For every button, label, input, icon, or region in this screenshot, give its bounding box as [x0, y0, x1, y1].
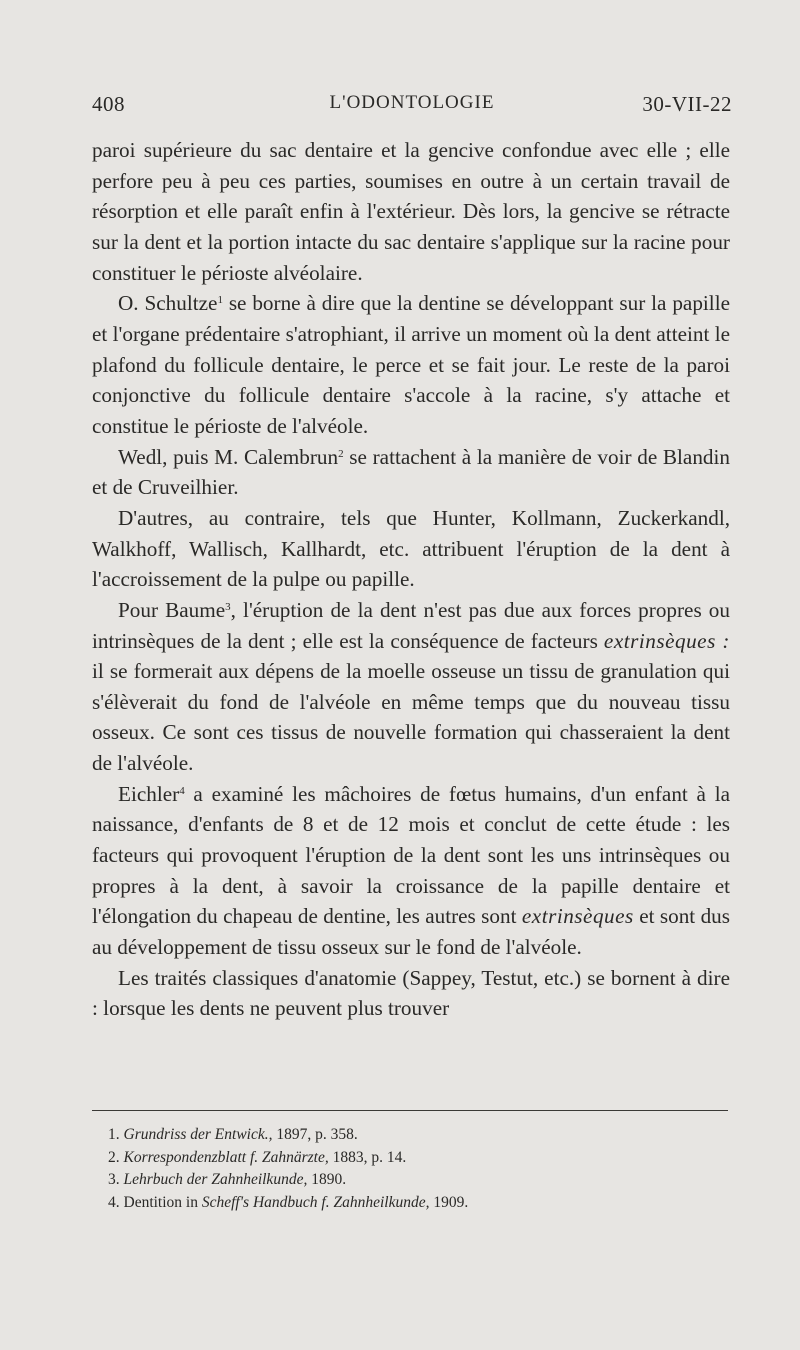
paragraph — [92, 503, 730, 595]
footnote-ref: 2 — [338, 447, 344, 460]
footnote-text: 1897, p. 358. — [272, 1126, 358, 1143]
journal-title: L'ODONTOLOGIE — [329, 92, 495, 113]
footnote-title: Korrespondenzblatt f. Zahnärzte, — [123, 1148, 329, 1166]
paragraph — [92, 442, 730, 503]
footnote-ref: 3 — [225, 600, 231, 613]
footnote — [108, 1169, 708, 1192]
paragraph — [92, 963, 730, 1024]
paragraph-text: et sont dus au développement de tissu osseux sur le fond de l'alvéole. — [92, 904, 731, 960]
footnotes — [108, 1124, 708, 1214]
emphasis-text: extrinsèques : — [603, 628, 730, 653]
paragraph-text: Eichler — [118, 781, 180, 806]
paragraph-text: se rattachent à la manière de voir de Blandin et de Cruveilhier. — [92, 444, 730, 500]
footnote-ref: 1 — [217, 294, 223, 307]
footnote-number: 4. — [108, 1193, 120, 1211]
paragraph-text: il se formerait aux dépens de la moelle osseuse un tissu de granulation qui s'élèverait du fond de l'alvéole en même temps que du nouveau tissu osseux. Ce sont ces tissus de nouvelle formation qui chasseraient la dent de l'alvéole. — [92, 659, 730, 776]
paragraph-text: a examiné les mâchoires de fœtus humains, d'un enfant à la naissance, d'enfants de 8 et de 12 mois et conclut de cette étude : les facteurs qui provoquent l'éruption de la dent sont les uns intrinsèques ou propres à la dent, à savoir la croissance de la papille dentaire et l'élongation du chapeau de dentine, les autres sont — [92, 781, 730, 929]
footnote-title: Scheff's Handbuch f. Zahnheilkunde, — [201, 1193, 430, 1211]
footnote — [108, 1192, 708, 1215]
footnote-number: 3. — [108, 1171, 120, 1188]
footnote-text: 1883, p. 14. — [328, 1148, 407, 1166]
paragraph-text: se borne à dire que la dentine se développant sur la papille et l'organe prédentaire s'atrophiant, il arrive un moment où la dent atteint le plafond du follicule dentaire, le perce et se fait jour. Le reste de la paroi conjonctive du follicule dentaire s'accole à la racine, s'y attache et constitue le périoste de l'alvéole. — [92, 291, 730, 438]
paragraph-text: D'autres, au contraire, tels que Hunter, Kollmann, Zuckerkandl, Walkhoff, Wallisch, Kallhardt, etc. attribuent l'éruption de la dent à l'accroissement de la pulpe ou papille. — [92, 505, 730, 592]
issue-date: 30-VII-22 — [642, 92, 732, 116]
footnote-ref: 4 — [179, 784, 185, 797]
page-number: 408 — [92, 92, 125, 116]
footnote — [108, 1124, 708, 1147]
paragraph-text: O. Schultze — [118, 291, 218, 316]
paragraph — [92, 595, 730, 779]
paragraph-text: Les traités classiques d'anatomie (Sappey, Testut, etc.) se bornent à dire : lorsque les dents ne peuvent plus trouver — [92, 965, 730, 1021]
footnote — [108, 1147, 708, 1170]
footnote-title: Lehrbuch der Zahnheilkunde, — [123, 1171, 308, 1188]
paragraph-text: Pour Baume — [118, 597, 226, 622]
footnote-number: 1. — [108, 1126, 120, 1143]
footnote-text: 1909. — [429, 1193, 469, 1211]
footnote-number: 2. — [108, 1148, 120, 1166]
body-text — [92, 135, 730, 1024]
footnote-text: 1890. — [307, 1171, 347, 1188]
paragraph — [92, 288, 730, 441]
footnote-title: Grundriss der Entwick., — [123, 1126, 273, 1143]
footnote-text: Dentition in — [123, 1193, 202, 1211]
paragraph — [92, 779, 730, 963]
running-header — [92, 92, 732, 122]
emphasis-text: extrinsèques — [521, 904, 634, 929]
paragraph-text: Wedl, puis M. Calembrun — [118, 444, 339, 469]
paragraph — [92, 135, 730, 288]
footnote-divider — [92, 1110, 728, 1111]
paragraph-text: paroi supérieure du sac dentaire et la gencive confondue avec elle ; elle perfore peu à peu ces parties, soumises en outre à un certain travail de résorption et elle paraît enfin à l'extérieur. Dès lors, la gencive se rétracte sur la dent et la portion intacte du sac dentaire s'applique sur la racine pour constituer le périoste alvéolaire. — [92, 138, 730, 285]
paragraph-text: , l'éruption de la dent n'est pas due aux forces propres ou intrinsèques de la dent ; elle est la conséquence de facteurs — [92, 597, 730, 653]
